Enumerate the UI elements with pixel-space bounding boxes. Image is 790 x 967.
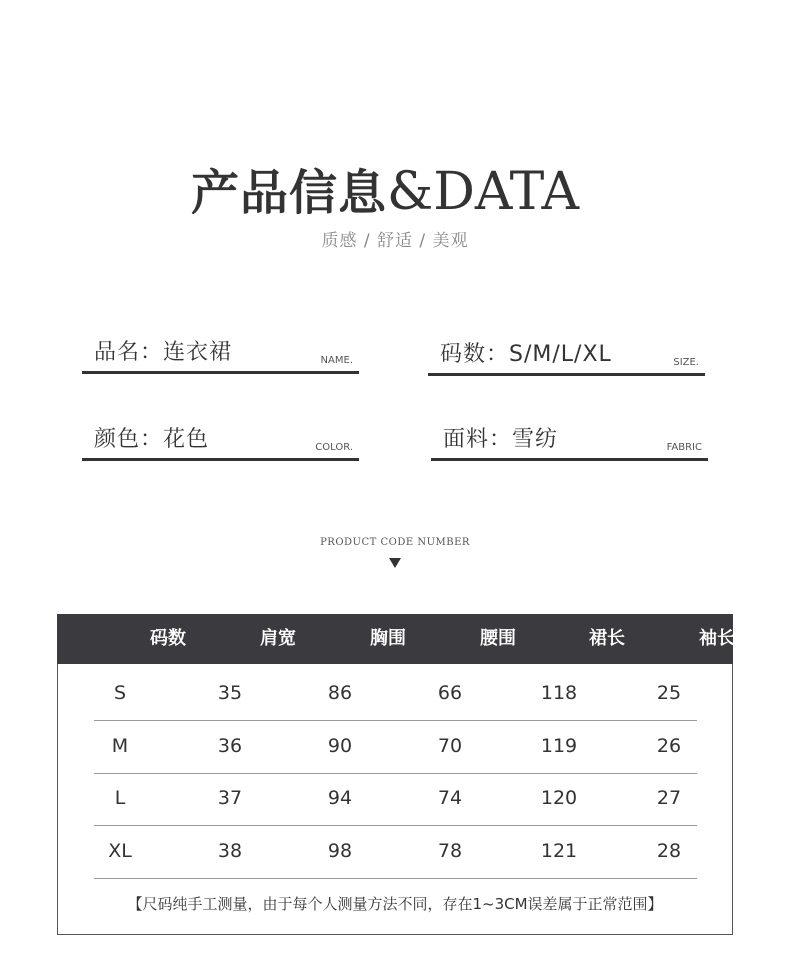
- table-header-cell: 码数: [150, 628, 186, 649]
- table-cell: 98: [327, 840, 353, 862]
- table-cell: 121: [540, 840, 578, 862]
- info-field-fabric: [431, 400, 708, 461]
- table-cell: 120: [540, 787, 578, 809]
- info-field-label: 码数：S/M/L/XL: [440, 342, 612, 367]
- table-cell: 86: [327, 682, 353, 704]
- info-field-size: [428, 315, 705, 376]
- info-field-tag: SIZE.: [673, 357, 699, 368]
- table-cell: 35: [217, 682, 243, 704]
- table-cell: L: [114, 787, 126, 809]
- table-cell: 28: [656, 840, 682, 862]
- table-row: [94, 720, 697, 774]
- page-title: [0, 160, 770, 236]
- table-cell: 27: [656, 787, 682, 809]
- table-cell: 78: [437, 840, 463, 862]
- table-header-cell: 裙长: [589, 628, 625, 649]
- info-field-tag: NAME.: [320, 355, 353, 366]
- table-cell: 94: [327, 787, 353, 809]
- table-header-cell: 肩宽: [260, 628, 296, 649]
- table-cell: 66: [437, 682, 463, 704]
- table-cell: 26: [656, 735, 682, 757]
- table-header-cell: 胸围: [370, 628, 406, 649]
- table-cell: 90: [327, 735, 353, 757]
- info-field-name: [82, 313, 359, 374]
- table-header-row: [57, 614, 733, 664]
- table-cell: 38: [217, 840, 243, 862]
- table-cell: 70: [437, 735, 463, 757]
- table-header-cell: 腰围: [480, 628, 516, 649]
- size-table: [57, 614, 733, 935]
- table-cell: 37: [217, 787, 243, 809]
- table-cell: 118: [540, 682, 578, 704]
- title-english: &DATA: [386, 162, 580, 222]
- info-field-label: 品名：连衣裙: [94, 340, 233, 365]
- info-field-color: [82, 400, 359, 461]
- product-code-label: PRODUCT CODE NUMBER: [320, 537, 470, 548]
- title-chinese: 产品信息: [190, 165, 387, 221]
- table-cell: 36: [217, 735, 243, 757]
- info-field-label: 面料：雪纺: [443, 427, 559, 452]
- info-field-tag: FABRIC: [666, 442, 702, 453]
- table-cell: 74: [437, 787, 463, 809]
- table-cell: XL: [108, 840, 132, 862]
- table-row: [94, 825, 697, 879]
- info-field-label: 颜色：花色: [94, 427, 210, 452]
- table-header-cell: 袖长: [699, 628, 735, 649]
- table-cell: 25: [656, 682, 682, 704]
- table-cell: M: [111, 735, 129, 757]
- table-row: [94, 772, 697, 826]
- page-subtitle: 质感 / 舒适 / 美观: [321, 231, 469, 251]
- triangle-down-icon: [389, 558, 401, 568]
- table-cell: 119: [540, 735, 578, 757]
- table-row: [94, 667, 697, 721]
- info-field-tag: COLOR.: [315, 442, 353, 453]
- table-cell: S: [113, 682, 127, 704]
- table-note: 【尺码纯手工测量，由于每个人测量方法不同，存在1~3CM误差属于正常范围】: [127, 895, 663, 913]
